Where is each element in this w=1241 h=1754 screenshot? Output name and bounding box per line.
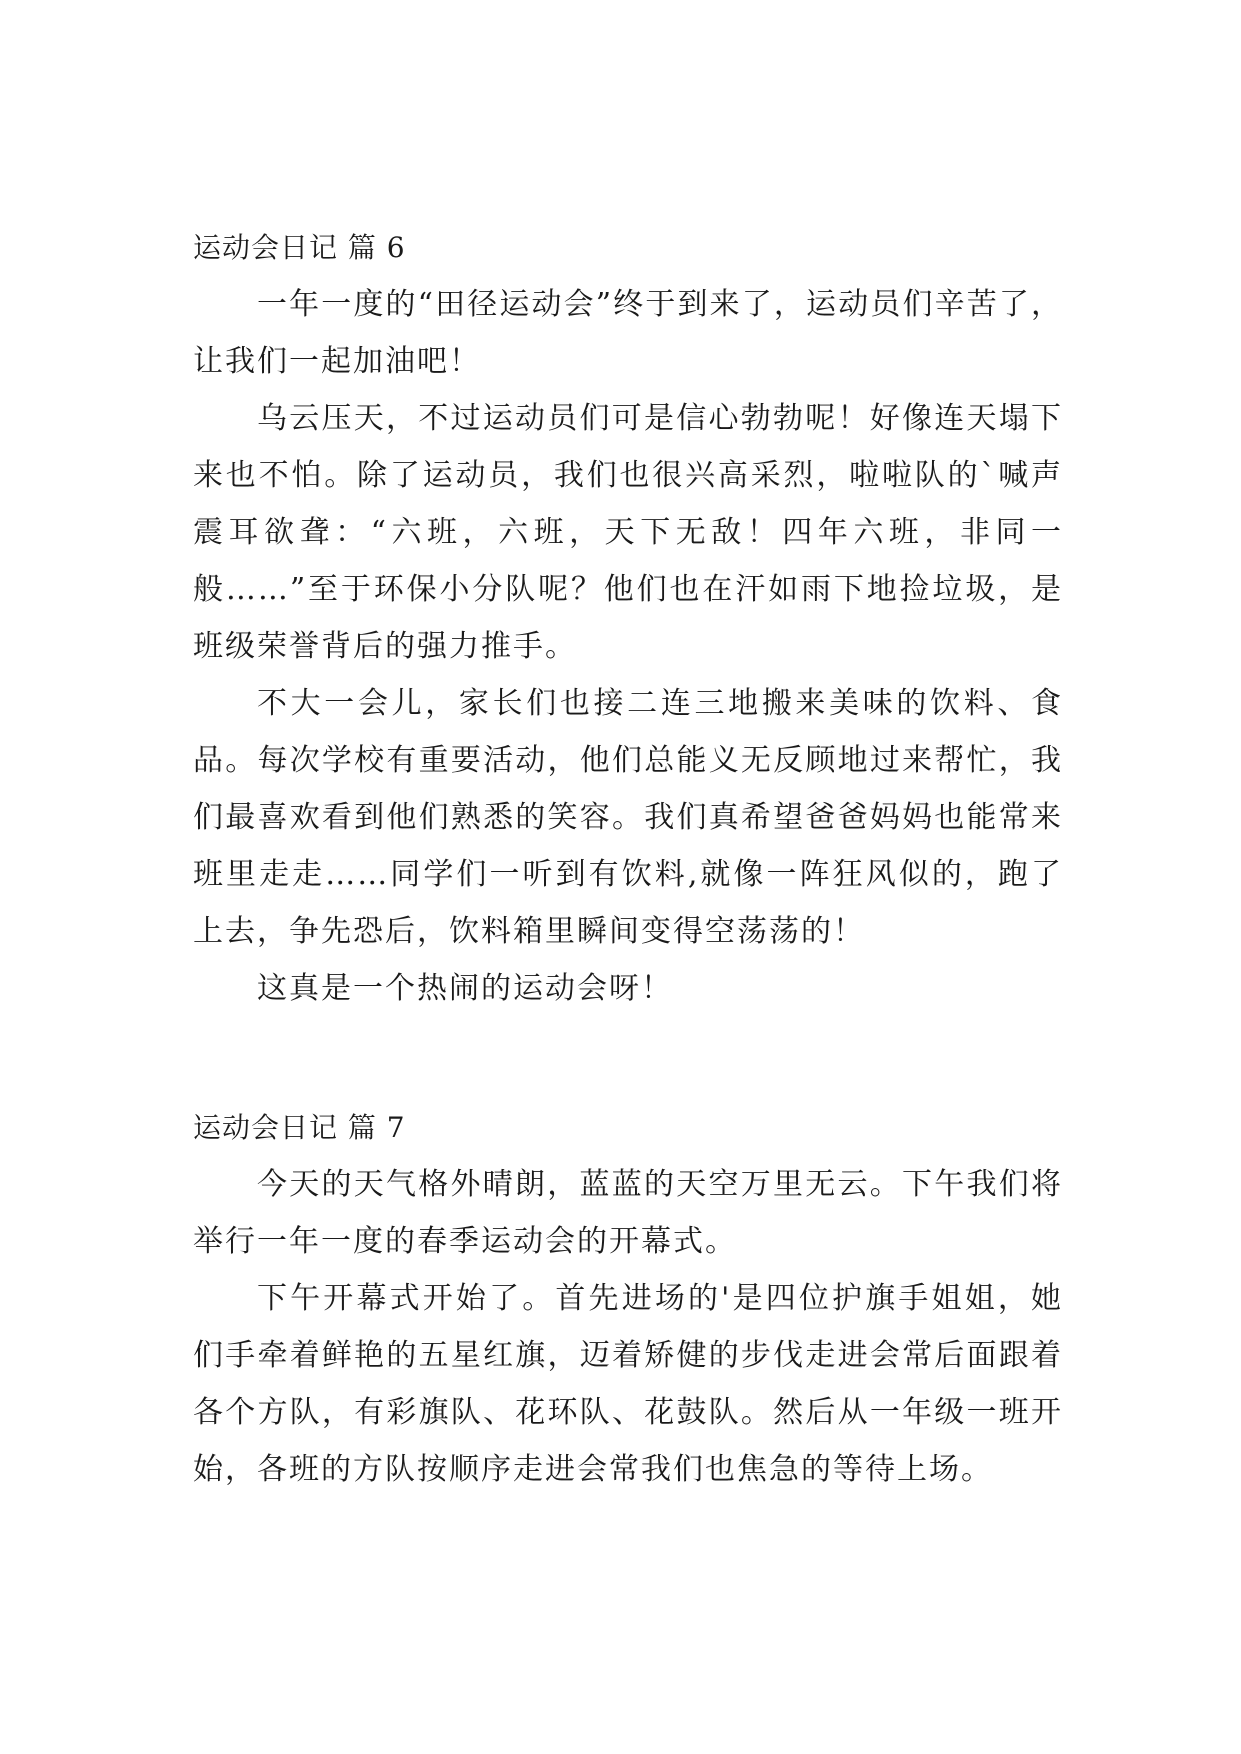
- paragraph: 下午开幕式开始了。首先进场的'是四位护旗手姐姐，她们手牵着鲜艳的五星红旗，迈着矫健的步伐走进会常后面跟着各个方队，有彩旗队、花环队、花鼓队。然后从一年级一班开始，各班的方队按顺序走进会常我们也焦急的等待上场。: [193, 1281, 1063, 1487]
- section-heading: 运动会日记 篇 6: [193, 231, 406, 264]
- paragraph: 这真是一个热闹的运动会呀！: [257, 971, 673, 1006]
- paragraph: 今天的天气格外晴朗，蓝蓝的天空万里无云。下午我们将举行一年一度的春季运动会的开幕式。: [193, 1167, 1063, 1259]
- paragraph: 不大一会儿，家长们也接二连三地搬来美味的饮料、食品。每次学校有重要活动，他们总能义无反顾地过来帮忙，我们最喜欢看到他们熟悉的笑容。我们真希望爸爸妈妈也能常来班里走走……同学们一听到有饮料,就像一阵狂风似的，跑了上去，争先恐后，饮料箱里瞬间变得空荡荡的！: [193, 686, 1063, 949]
- section-heading: 运动会日记 篇 7: [193, 1111, 406, 1144]
- diary-section-7: [193, 1100, 1063, 1498]
- paragraph: 一年一度的“田径运动会”终于到来了，运动员们辛苦了，让我们一起加油吧！: [193, 287, 1063, 379]
- paragraph: 乌云压天，不过运动员们可是信心勃勃呢！好像连天塌下来也不怕。除了运动员，我们也很兴高采烈，啦啦队的`喊声震耳欲聋：“六班，六班，天下无敌！四年六班，非同一般……”至于环保小分队呢？他们也在汗如雨下地捡垃圾，是班级荣誉背后的强力推手。: [193, 401, 1063, 664]
- diary-section-6: [193, 220, 1063, 1017]
